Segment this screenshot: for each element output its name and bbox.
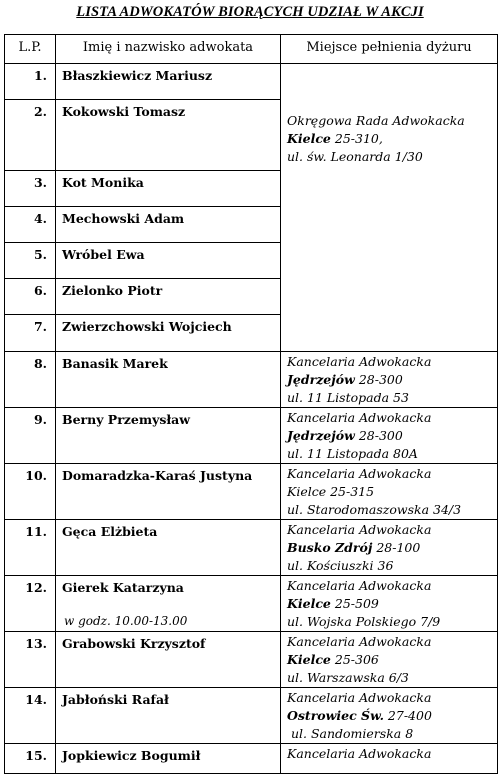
- place-postal: 28-300: [354, 372, 403, 387]
- place-cell: [281, 632, 498, 688]
- lawyer-name: Grabowski Krzysztof: [56, 632, 281, 688]
- place-city-line: [287, 483, 497, 501]
- table-header-row: [5, 35, 498, 64]
- row-number: 5.: [5, 243, 56, 279]
- row-number: 14.: [5, 688, 56, 744]
- place-cell: [281, 688, 498, 744]
- place-cell: [281, 520, 498, 576]
- lawyer-name: Jopkiewicz Bogumił: [56, 744, 281, 774]
- lawyer-name: [56, 576, 281, 632]
- lawyer-name: Banasik Marek: [56, 352, 281, 408]
- place-cell: [281, 352, 498, 408]
- place-line1: Okręgowa Rada Adwokacka: [287, 113, 465, 128]
- lawyer-name: Wróbel Ewa: [56, 243, 281, 279]
- lawyer-name-text: Gierek Katarzyna: [62, 580, 184, 595]
- place-postal: 25-306: [330, 652, 379, 667]
- place-street: ul. Starodomaszowska 34/3: [287, 502, 462, 517]
- place-street: ul. 11 Listopada 80A: [287, 446, 418, 461]
- place-city-line: [287, 130, 497, 148]
- place-city-line: [287, 595, 497, 613]
- lawyer-name: Kokowski Tomasz: [56, 100, 281, 171]
- place-line1: Kancelaria Adwokacka: [287, 354, 432, 369]
- lawyer-name: Zwierzchowski Wojciech: [56, 315, 281, 352]
- row-number: 15.: [5, 744, 56, 774]
- table-row: [5, 352, 498, 408]
- place-postal: Kielce 25-315: [287, 484, 375, 499]
- row-number: 1.: [5, 64, 56, 100]
- table-row: [5, 688, 498, 744]
- place-street: ul. św. Leonarda 1/30: [287, 149, 423, 164]
- place-postal: 25-310,: [330, 131, 383, 146]
- place-street: ul. Wojska Polskiego 7/9: [287, 614, 441, 629]
- place-line1: Kancelaria Adwokacka: [287, 690, 432, 705]
- lawyer-name: Zielonko Piotr: [56, 279, 281, 315]
- place-street: ul. 11 Listopada 53: [287, 390, 409, 405]
- place-cell-merged: [281, 64, 498, 352]
- header-name: Imię i nazwisko adwokata: [56, 35, 281, 64]
- row-number: 11.: [5, 520, 56, 576]
- place-city-line: [287, 707, 497, 725]
- place-line1: Kancelaria Adwokacka: [287, 746, 432, 761]
- place-city: Kielce: [287, 652, 331, 667]
- row-number: 6.: [5, 279, 56, 315]
- place-street: ul. Warszawska 6/3: [287, 670, 409, 685]
- place-city-line: [287, 427, 497, 445]
- place-street: ul. Kościuszki 36: [287, 558, 394, 573]
- row-number: 10.: [5, 464, 56, 520]
- place-line1: Kancelaria Adwokacka: [287, 522, 432, 537]
- row-number: 4.: [5, 207, 56, 243]
- lawyer-name: Berny Przemysław: [56, 408, 281, 464]
- table-row: [5, 408, 498, 464]
- place-postal: 25-509: [330, 596, 379, 611]
- place-line1: Kancelaria Adwokacka: [287, 634, 432, 649]
- header-lp: L.P.: [5, 35, 56, 64]
- table-row: [5, 576, 498, 632]
- place-cell: [281, 408, 498, 464]
- hours-note: w godz. 10.00-13.00: [64, 614, 188, 628]
- lawyer-name: Gęca Elżbieta: [56, 520, 281, 576]
- table-row: [5, 64, 498, 100]
- table-row: [5, 464, 498, 520]
- row-number: 7.: [5, 315, 56, 352]
- row-number: 2.: [5, 100, 56, 171]
- lawyer-name: Jabłoński Rafał: [56, 688, 281, 744]
- place-city: Jędrzejów: [287, 372, 355, 387]
- place-postal: 27-400: [383, 708, 432, 723]
- lawyer-name: Domaradzka-Karaś Justyna: [56, 464, 281, 520]
- place-cell: [281, 464, 498, 520]
- place-city-line: [287, 371, 497, 389]
- lawyer-name: Mechowski Adam: [56, 207, 281, 243]
- place-city: Kielce: [287, 596, 331, 611]
- row-number: 8.: [5, 352, 56, 408]
- row-number: 3.: [5, 171, 56, 207]
- place-city: Jędrzejów: [287, 428, 355, 443]
- row-number: 12.: [5, 576, 56, 632]
- place-line1: Kancelaria Adwokacka: [287, 578, 432, 593]
- place-street: ul. Sandomierska 8: [287, 726, 414, 741]
- place-postal: 28-100: [372, 540, 421, 555]
- table-row: [5, 632, 498, 688]
- place-city: Busko Zdrój: [287, 540, 373, 555]
- place-line1: Kancelaria Adwokacka: [287, 466, 432, 481]
- lawyer-name: Kot Monika: [56, 171, 281, 207]
- place-city: Ostrowiec Św.: [287, 708, 384, 723]
- header-place: Miejsce pełnienia dyżuru: [281, 35, 498, 64]
- place-cell: [281, 576, 498, 632]
- place-cell: [281, 744, 498, 774]
- table-row: [5, 520, 498, 576]
- place-city-line: [287, 539, 497, 557]
- row-number: 9.: [5, 408, 56, 464]
- row-number: 13.: [5, 632, 56, 688]
- place-city-line: [287, 651, 497, 669]
- table-row: [5, 744, 498, 774]
- place-line1: Kancelaria Adwokacka: [287, 410, 432, 425]
- place-postal: 28-300: [354, 428, 403, 443]
- page-title: LISTA ADWOKATÓW BIORĄCYCH UDZIAŁ W AKCJI: [76, 4, 424, 20]
- lawyers-table: [4, 34, 498, 774]
- place-city: Kielce: [287, 131, 331, 146]
- lawyer-name: Błaszkiewicz Mariusz: [56, 64, 281, 100]
